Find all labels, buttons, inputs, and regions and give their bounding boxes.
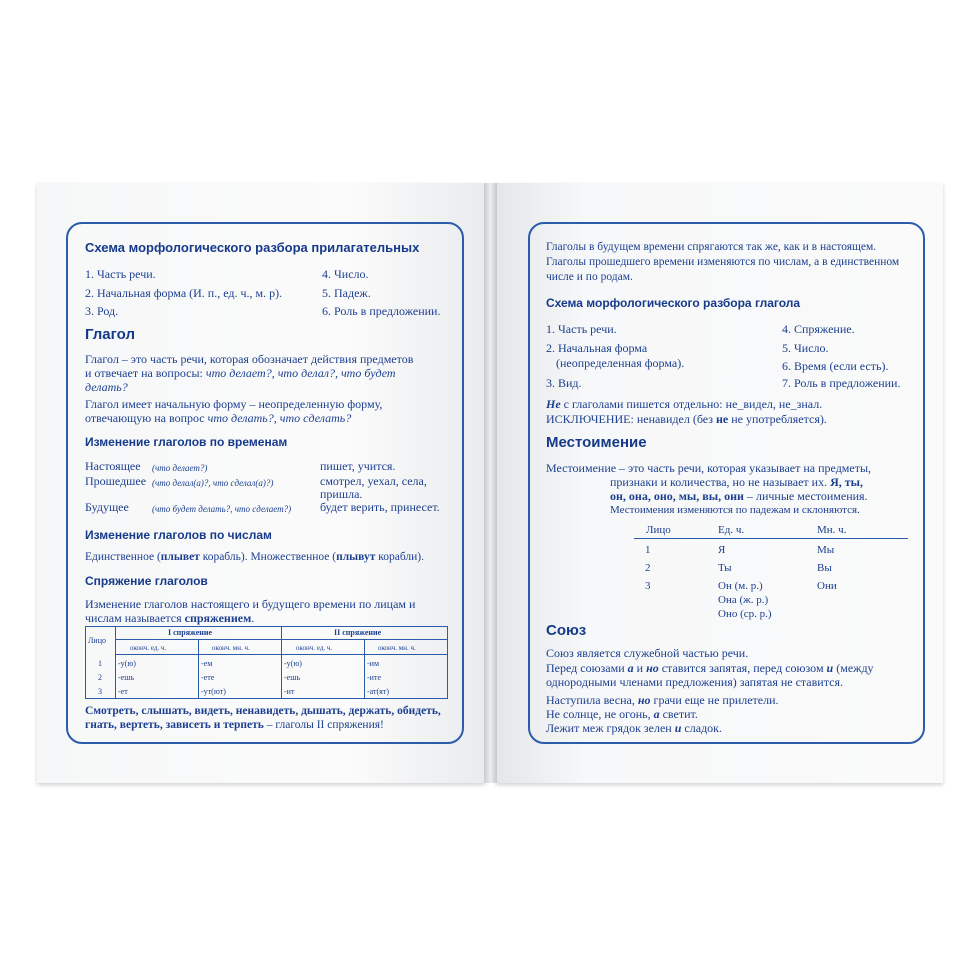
verb-scheme-item: 5. Число. bbox=[782, 341, 829, 355]
verb-title: Глагол bbox=[85, 326, 135, 343]
conjunction-comma-rule: Перед союзами а и но ставится запятая, перед союзом и (между bbox=[546, 661, 874, 675]
pronoun-table-header: Ед. ч. bbox=[718, 524, 745, 536]
conjunction-example: Лежит меж грядок зелен и сладок. bbox=[546, 721, 722, 735]
adj-item: 1. Часть речи. bbox=[85, 267, 156, 281]
verb-scheme-item: (неопределенная форма). bbox=[556, 356, 685, 370]
verb-scheme-item: 4. Спряжение. bbox=[782, 322, 855, 336]
verb-scheme-item: 7. Роль в предложении. bbox=[782, 376, 901, 390]
table-cell: -ете bbox=[201, 673, 215, 682]
table-cell: -ем bbox=[201, 659, 213, 668]
adj-item: 3. Род. bbox=[85, 304, 119, 318]
adj-item: 6. Роль в предложении. bbox=[322, 304, 441, 318]
table-cell: -ат(ят) bbox=[367, 687, 390, 696]
verb-scheme-item: 1. Часть речи. bbox=[546, 322, 617, 336]
table-cell: -у(ю) bbox=[284, 659, 302, 668]
second-conjugation-exceptions: Смотреть, слышать, видеть, ненавидеть, дышать, держать, обидеть, bbox=[85, 705, 441, 717]
table-cell: -ешь bbox=[284, 673, 301, 682]
tense-example: смотрел, уехал, села, bbox=[320, 474, 427, 488]
verb-initial-form-line: отвечающую на вопрос что делать?, что сделать? bbox=[85, 411, 352, 425]
tense-example: будет верить, принесет. bbox=[320, 500, 440, 514]
table-cell: -у(ю) bbox=[118, 659, 136, 668]
conjugation-definition: числам называется спряжением. bbox=[85, 611, 255, 625]
tense-question: (что делает?) bbox=[152, 463, 208, 473]
number-example: Единственное (плывет корабль). Множественное (плывут корабли). bbox=[85, 551, 425, 563]
table-cell: -им bbox=[367, 659, 380, 668]
ne-with-verbs-rule: Не с глаголами пишется отдельно: не_видел, не_знал. bbox=[546, 397, 823, 411]
future-tense-note: Глаголы в будущем времени спрягаются так же, как и в настоящем. bbox=[546, 241, 877, 253]
verb-scheme-item: 3. Вид. bbox=[546, 376, 582, 390]
pronoun-cell: Она (ж. р.) bbox=[718, 594, 769, 606]
verb-initial-form-line: Глагол имеет начальную форму – неопределенную форму, bbox=[85, 397, 383, 411]
tense-question: (что делал(а)?, что сделал(а)?) bbox=[152, 478, 274, 488]
table-cell: -ите bbox=[367, 673, 381, 682]
pronoun-definition: он, она, оно, мы, вы, они – личные местоимения. bbox=[610, 489, 868, 503]
pronoun-cell: Они bbox=[817, 580, 837, 592]
adj-item: 4. Число. bbox=[322, 267, 369, 281]
book-spine bbox=[484, 183, 497, 783]
table-header-conj-i: I спряжение bbox=[168, 628, 213, 637]
pronoun-cell: 2 bbox=[645, 562, 651, 574]
pronoun-cell: Ты bbox=[718, 562, 732, 574]
pronoun-title: Местоимение bbox=[546, 434, 647, 451]
future-tense-note: числе и по родам. bbox=[546, 271, 633, 283]
adj-item: 5. Падеж. bbox=[322, 286, 371, 300]
pronoun-table-header: Лицо bbox=[646, 524, 671, 536]
adjective-scheme-title: Схема морфологического разбора прилагательных bbox=[85, 240, 420, 255]
table-cell: -ит bbox=[284, 687, 295, 696]
table-subheader: оконч. мн. ч. bbox=[378, 644, 416, 652]
table-cell: 3 bbox=[98, 687, 102, 696]
conjunction-definition: Союз является служебной частью речи. bbox=[546, 646, 749, 660]
conjugation-title: Спряжение глаголов bbox=[85, 574, 208, 588]
verb-definition-line: Глагол – это часть речи, которая обозначает действия предметов bbox=[85, 352, 414, 366]
conjunction-comma-rule: однородными членами предложения) запятая не ставится. bbox=[546, 675, 843, 689]
pronoun-definition: Местоимения изменяются по падежам и склоняются. bbox=[610, 504, 860, 516]
conjunction-example: Наступила весна, но грачи еще не прилетели. bbox=[546, 693, 779, 707]
pronoun-cell: Вы bbox=[817, 562, 832, 574]
pronoun-cell: 3 bbox=[645, 580, 651, 592]
tense-example: пришла. bbox=[320, 487, 363, 501]
table-subheader: оконч. ед. ч. bbox=[296, 644, 333, 652]
table-cell: 2 bbox=[98, 673, 102, 682]
tense-example: пишет, учится. bbox=[320, 459, 396, 473]
future-tense-note: Глаголы прошедшего времени изменяются по числам, а в единственном bbox=[546, 256, 900, 268]
conjugation-definition: Изменение глаголов настоящего и будущего времени по лицам и bbox=[85, 597, 416, 611]
pronoun-cell: Он (м. р.) bbox=[718, 580, 763, 592]
tense-name: Будущее bbox=[85, 500, 129, 514]
number-change-title: Изменение глаголов по числам bbox=[85, 528, 272, 542]
table-cell: -ешь bbox=[118, 673, 135, 682]
conjunction-example: Не солнце, не огонь, а светит. bbox=[546, 707, 698, 721]
table-cell: -ет bbox=[118, 687, 128, 696]
table-subheader: оконч. мн. ч. bbox=[212, 644, 250, 652]
table-cell: -ут(ют) bbox=[201, 687, 226, 696]
verb-definition-line: и отвечает на вопросы: что делает?, что делал?, что будет bbox=[85, 366, 396, 380]
tense-question: (что будет делать?, что сделает?) bbox=[152, 504, 292, 514]
table-header-person: Лицо bbox=[88, 636, 106, 645]
verb-scheme-item: 2. Начальная форма bbox=[546, 341, 648, 355]
tense-name: Настоящее bbox=[85, 459, 141, 473]
pronoun-definition: признаки и количества, но не называет их. Я, ты, bbox=[610, 475, 864, 489]
verb-scheme-title: Схема морфологического разбора глагола bbox=[546, 296, 801, 310]
pronoun-cell: 1 bbox=[645, 544, 651, 556]
verb-scheme-item: 6. Время (если есть). bbox=[782, 359, 889, 373]
tense-change-title: Изменение глаголов по временам bbox=[85, 435, 288, 449]
pronoun-definition: Местоимение – это часть речи, которая указывает на предметы, bbox=[546, 461, 872, 475]
pronoun-cell: Я bbox=[718, 544, 726, 556]
pronoun-cell: Оно (ср. р.) bbox=[718, 608, 772, 620]
second-conjugation-exceptions: гнать, вертеть, зависеть и терпеть – глаголы II спряжения! bbox=[85, 719, 384, 731]
pronoun-cell: Мы bbox=[817, 544, 835, 556]
table-subheader: оконч. ед. ч. bbox=[130, 644, 167, 652]
table-cell: 1 bbox=[98, 659, 102, 668]
verb-definition-line: делать? bbox=[85, 380, 128, 394]
table-header-conj-ii: II спряжение bbox=[334, 628, 382, 637]
tense-name: Прошедшее bbox=[85, 474, 147, 488]
ne-with-verbs-exception: ИСКЛЮЧЕНИЕ: ненавидел (без не не употребляется). bbox=[546, 412, 827, 426]
conjunction-title: Союз bbox=[546, 622, 587, 639]
adj-item: 2. Начальная форма (И. п., ед. ч., м. р). bbox=[85, 286, 283, 300]
pronoun-table-header: Мн. ч. bbox=[817, 524, 847, 536]
